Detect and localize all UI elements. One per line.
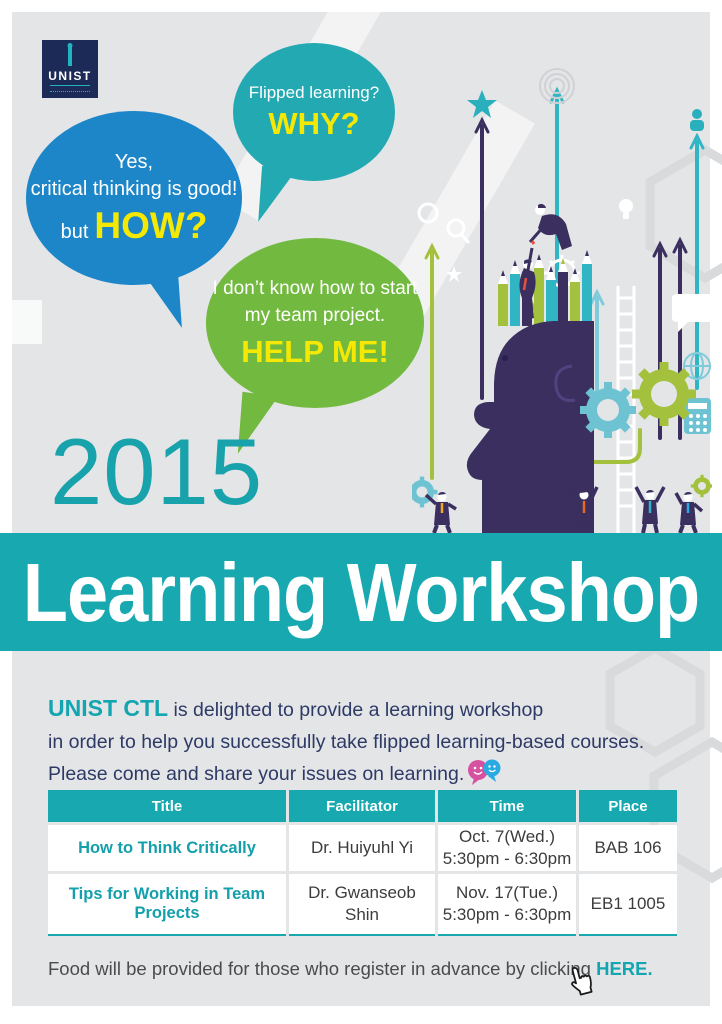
intro-line3-text: Please come and share your issues on learning.: [48, 762, 465, 785]
bubble-why-emphasis: WHY?: [268, 105, 360, 141]
table-row: EB1 1005: [579, 874, 677, 936]
workshop-table: [48, 790, 677, 936]
gear-icon: [580, 382, 636, 438]
bubble-how-line3: [61, 205, 208, 247]
time-date: Oct. 7(Wed.): [458, 826, 556, 846]
lightbulb-icon: [619, 199, 633, 219]
speech-bubble-icon: [672, 294, 712, 332]
table-row: BAB 106: [579, 825, 677, 871]
table-row: Tips for Working in Team Projects: [48, 874, 286, 936]
bubble-how-line2: critical thinking is good!: [30, 178, 238, 200]
year-text: 2015: [50, 419, 264, 524]
table-header-place: Place: [579, 790, 677, 822]
logo-i-mark: [68, 46, 72, 66]
table-header-time: Time: [438, 790, 576, 822]
bubble-help-line2: my team project.: [244, 305, 386, 326]
bubble-why-line1: Flipped learning?: [248, 82, 380, 102]
magnifier-icon: [448, 220, 469, 243]
target-circles-icon: [540, 69, 574, 103]
unist-ctl-text: UNIST CTL: [48, 695, 169, 721]
speech-bubble-how: [26, 111, 242, 285]
bubble-help-line1: I don’t know how to start: [212, 278, 418, 300]
bubble-help-emphasis: HELP ME!: [241, 333, 389, 369]
speech-bubble-why: [233, 43, 395, 181]
intro-paragraph: [48, 690, 678, 796]
hand-cursor-icon: [566, 964, 596, 1003]
table-row: [438, 874, 576, 936]
table-row: Dr. Huiyuhl Yi: [289, 825, 435, 871]
thinking-head-silhouette: [467, 321, 594, 533]
time-hours: 5:30pm - 6:30pm: [442, 905, 572, 924]
table-header-facilitator: Facilitator: [289, 790, 435, 822]
table-row: [438, 825, 576, 871]
person-icon: [690, 109, 704, 131]
time-date: Nov. 17(Tue.): [455, 882, 559, 902]
small-gear-icon: [691, 475, 712, 497]
bubble-how-but: but: [60, 221, 89, 243]
bubble-how-line1: Yes,: [114, 151, 154, 173]
intro-line1-rest: is delighted to provide a learning workshop: [168, 699, 544, 721]
star-icon: [467, 90, 497, 118]
speech-bubble-help: [206, 238, 424, 408]
logo-brand-text: UNIST: [48, 69, 92, 83]
calculator-icon: [684, 398, 711, 434]
table-row: Dr. Gwanseob Shin: [289, 874, 435, 936]
thinking-head-illustration: [412, 58, 712, 533]
unist-logo: [42, 40, 98, 98]
poster-title: Learning Workshop: [22, 545, 700, 639]
time-hours: 5:30pm - 6:30pm: [442, 849, 572, 868]
table-row: How to Think Critically: [48, 825, 286, 871]
logo-subtitle-lines: [50, 85, 90, 92]
register-here-link[interactable]: HERE.: [596, 958, 653, 979]
footer-text: Food will be provided for those who register in advance by clicking: [48, 958, 597, 979]
footer-note: [48, 958, 688, 980]
intro-line2: in order to help you successfully take flipped learning-based courses.: [48, 730, 645, 753]
table-header-title: Title: [48, 790, 286, 822]
gear-icon: [632, 362, 696, 426]
bubble-how-emphasis: HOW?: [94, 205, 208, 246]
title-banner: [0, 533, 722, 651]
intro-line1: [48, 690, 678, 727]
pencil-icons: [498, 250, 592, 326]
small-star-icon: [446, 266, 462, 282]
ribbon-decoration: [12, 300, 42, 344]
